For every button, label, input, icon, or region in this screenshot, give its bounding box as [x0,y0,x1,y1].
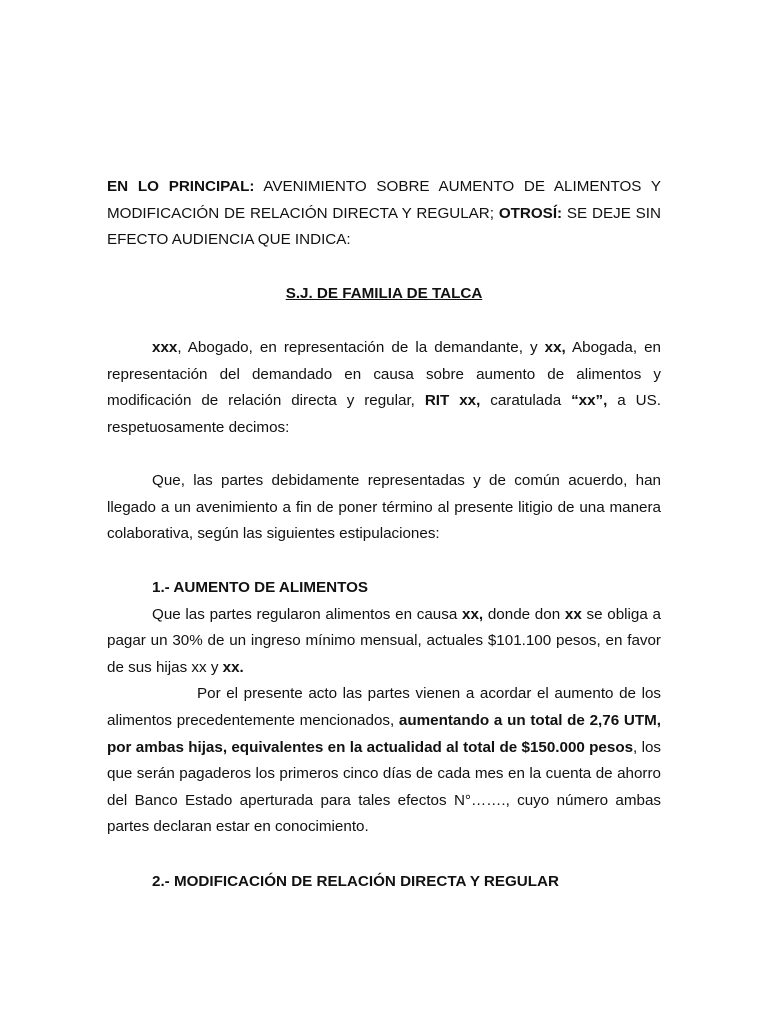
s1p1-text3: se obliga a pagar un 30% de un ingreso mínimo mensual, actuales $101.100 pesos, en favor de sus hijas xx y [107,605,661,676]
intro-paragraph [107,335,661,441]
otrosi-text: SE DEJE SIN EFECTO AUDIENCIA QUE INDICA: [107,204,661,249]
section1-paragraph1 [107,602,661,682]
principal-text: AVENIMIENTO SOBRE AUMENTO DE ALIMENTOS Y MODIFICACIÓN DE RELACIÓN DIRECTA Y REGULAR; [107,178,662,222]
s1p1-bold3: xx. [222,658,244,676]
section1-title: 1.- AUMENTO DE ALIMENTOS [152,579,369,596]
court-title: S.J. DE FAMILIA DE TALCA [285,285,483,302]
section2-title: 2.- MODIFICACIÓN DE RELACIÓN DIRECTA Y REGULAR [152,873,559,890]
que-paragraph [107,468,661,548]
section1 [107,575,661,841]
s1p2-text2: , los que serán pagaderos los primeros cinco días de cada mes en la cuenta de ahorro del Banco Estado aperturada para tales efectos N°……., cuyo número ambas partes declaran estar en conocimiento. [107,738,661,836]
s1p2-text1: Por el presente acto las partes vienen a acordar el aumento de los alimentos precedentemente mencionados, [107,685,661,729]
s1p1-bold1: xx, [462,605,484,623]
intro-name2: xx, [544,339,566,356]
court-title-block [107,281,661,308]
intro-caratulada: “xx”, [571,392,608,410]
document-heading [107,174,661,254]
s1p2-bold1: aumentando a un total de 2,76 UTM, por ambas hijas, equivalentes en la actualidad al total de $150.000 pesos [107,711,661,756]
intro-rit: RIT xx, [424,392,481,410]
intro-name1: xxx [152,339,178,356]
intro-text1: , Abogado, en representación de la demandante, y [177,339,545,356]
section1-paragraph2 [107,681,661,841]
intro-text3: caratulada [480,392,572,410]
principal-label: EN LO PRINCIPAL: [107,178,255,195]
que-text: Que, las partes debidamente representadas y de común acuerdo, han llegado a un avenimiento a fin de poner término al presente litigio de una manera colaborativa, según las siguientes estipulaciones: [107,472,661,543]
otrosi-label: OTROSÍ: [498,204,563,222]
section2 [107,869,661,896]
intro-text2: Abogada, en representación del demandado en causa sobre aumento de alimentos y modificación de relación directa y regular, [107,339,662,410]
s1p1-bold2: xx [564,605,582,623]
intro-text4: a US. respetuosamente decimos: [107,392,661,436]
s1p1-text1: Que las partes regularon alimentos en causa [152,605,462,623]
s1p1-text2: donde don [483,605,565,623]
